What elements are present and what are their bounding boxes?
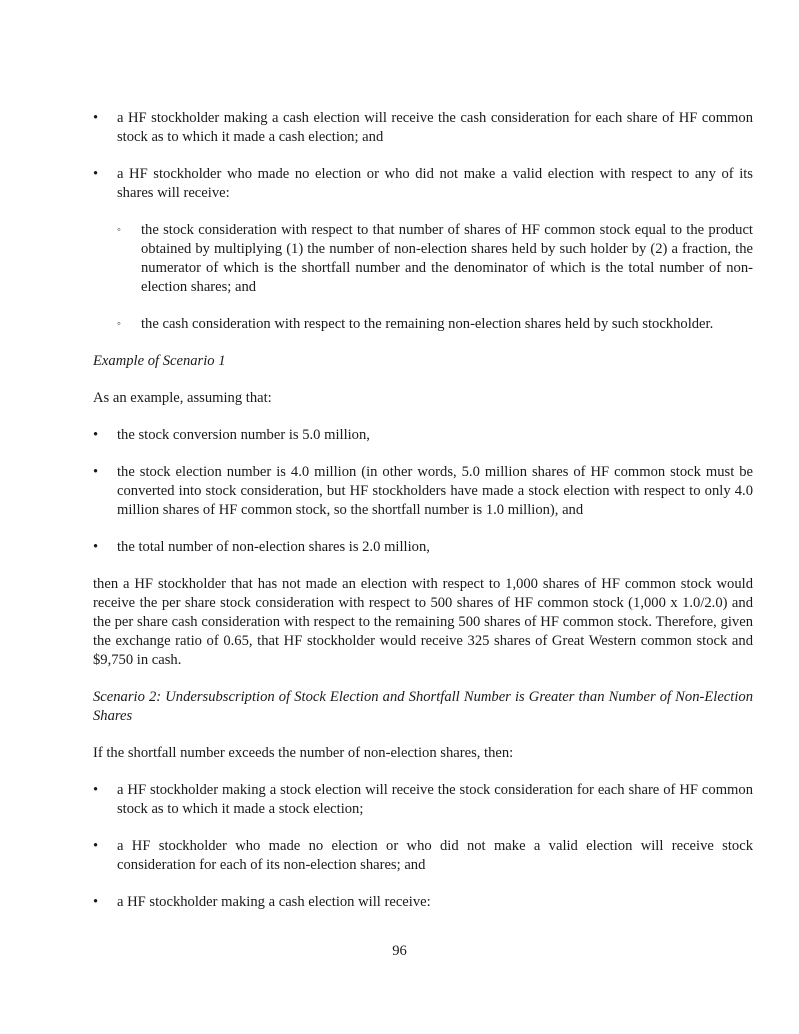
- page-number: 96: [392, 943, 407, 959]
- list-item: [93, 165, 753, 203]
- bullet-text: a HF stockholder making a stock election will receive the stock consideration for each share of HF common stock as to which it made a stock election;: [117, 782, 753, 817]
- bullet-marker: •: [93, 782, 99, 798]
- list-item: [93, 538, 753, 557]
- bullet-text: the stock conversion number is 5.0 million,: [117, 427, 370, 443]
- sub-bullet-text: the stock consideration with respect to that number of shares of HF common stock equal to the product obtained by multiplying (1) the number of non-election shares held by such holder by (2) a fraction, the numerator of which is the shortfall number and the denominator of which is the total number of non-election shares; and: [141, 222, 753, 295]
- bullet-text: the stock election number is 4.0 million (in other words, 5.0 million shares of HF common stock must be converted into stock consideration, but HF stockholders have made a stock election with respect to only 4.0 million shares of HF common stock, so the shortfall number is 1.0 million), and: [117, 464, 753, 518]
- example-heading: Example of Scenario 1: [93, 353, 226, 369]
- list-item: [93, 109, 753, 147]
- list-item: [93, 463, 753, 520]
- sub-list-item: [93, 221, 753, 297]
- bullet-marker: •: [93, 110, 99, 126]
- list-item: [93, 426, 753, 445]
- bullet-text: the total number of non-election shares is 2.0 million,: [117, 539, 430, 555]
- bullet-text: a HF stockholder who made no election or who did not make a valid election will receive stock consideration for each of its non-election shares; and: [117, 838, 753, 873]
- example-conclusion: then a HF stockholder that has not made an election with respect to 1,000 shares of HF common stock would receive the per share stock consideration with respect to 500 shares of HF common stock (1,000 x 1.0/2.0) and the per share cash consideration with respect to the remaining 500 shares of HF common stock. Therefore, given the exchange ratio of 0.65, that HF stockholder would receive 325 shares of Great Western common stock and $9,750 in cash.: [93, 576, 753, 668]
- bullet-marker: •: [93, 464, 99, 480]
- list-item: [93, 837, 753, 875]
- bullet-marker: •: [93, 838, 99, 854]
- bullet-marker: •: [93, 539, 99, 555]
- bullet-marker: •: [93, 166, 99, 182]
- document-body: [93, 109, 753, 930]
- bullet-text: a HF stockholder making a cash election will receive:: [117, 894, 431, 910]
- sub-bullet-marker: ◦: [117, 224, 121, 236]
- bullet-text: a HF stockholder who made no election or who did not make a valid election with respect to any of its shares will receive:: [117, 166, 753, 201]
- bullet-marker: •: [93, 894, 99, 910]
- bullet-text: a HF stockholder making a cash election will receive the cash consideration for each share of HF common stock as to which it made a cash election; and: [117, 110, 753, 145]
- scenario2-intro: If the shortfall number exceeds the number of non-election shares, then:: [93, 745, 514, 761]
- sub-bullet-text: the cash consideration with respect to the remaining non-election shares held by such stockholder.: [141, 316, 714, 332]
- example-intro: As an example, assuming that:: [93, 390, 272, 406]
- sub-bullet-marker: ◦: [117, 318, 121, 330]
- scenario2-heading: Scenario 2: Undersubscription of Stock Election and Shortfall Number is Greater than Number of Non-Election Shares: [93, 689, 753, 724]
- sub-list-item: [93, 315, 753, 334]
- list-item: [93, 893, 753, 912]
- list-item: [93, 781, 753, 819]
- bullet-marker: •: [93, 427, 99, 443]
